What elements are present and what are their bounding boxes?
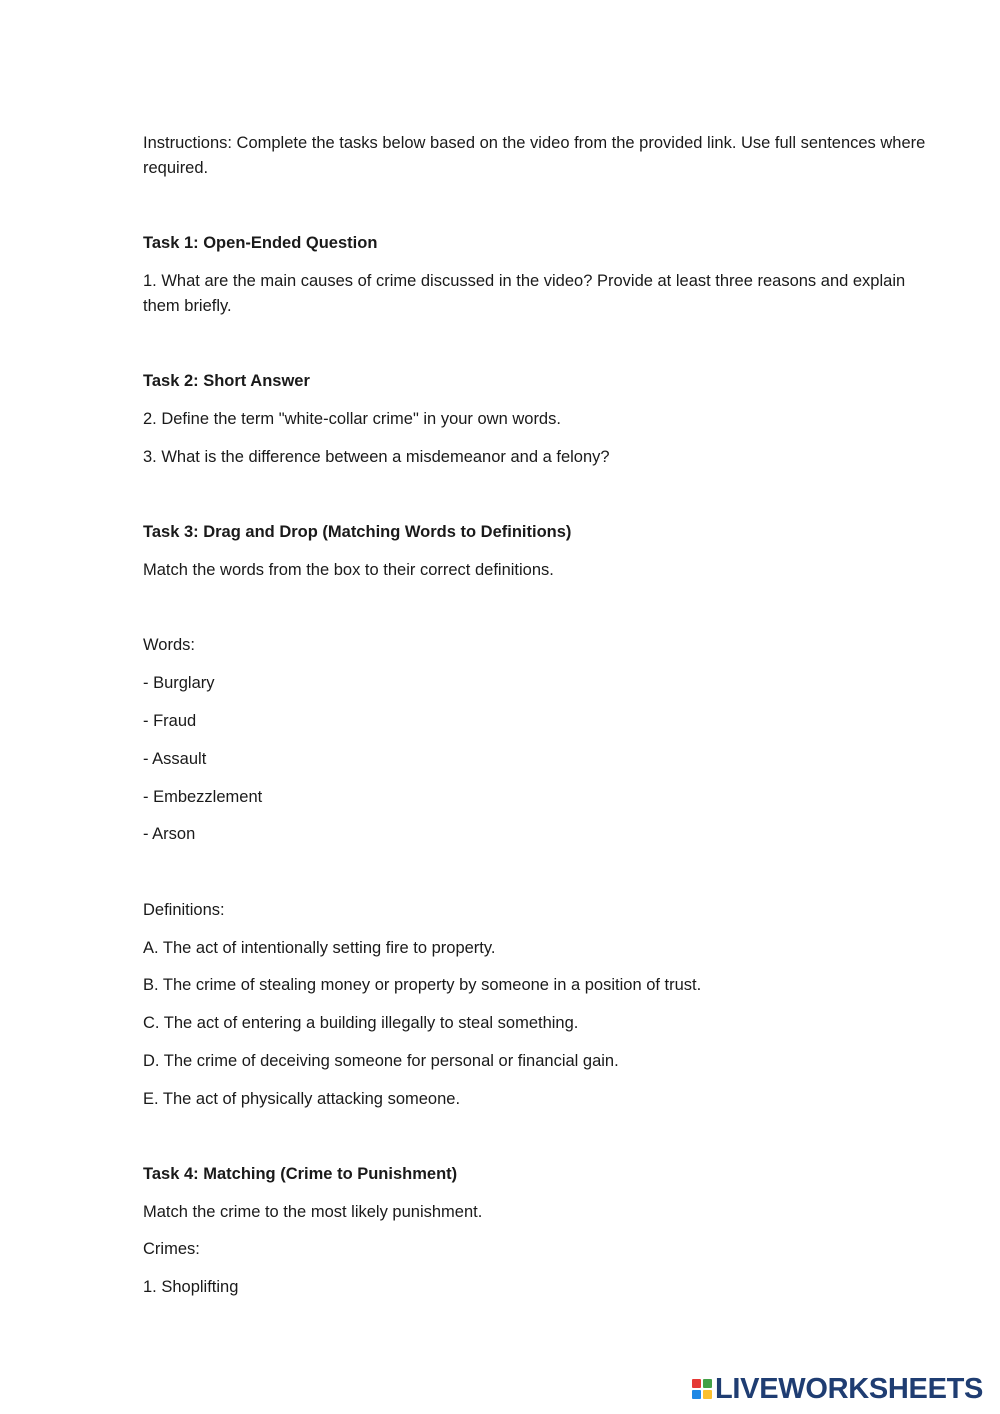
word-item: - Burglary [143,674,215,692]
crime-item: 1. Shoplifting [143,1278,239,1296]
task4-prompt: Match the crime to the most likely punishment. [143,1203,483,1221]
word-item: - Fraud [143,712,197,730]
logo-mark-icon [692,1379,712,1399]
definition-item: D. The crime of deceiving someone for personal or financial gain. [143,1052,619,1070]
definition-item: B. The crime of stealing money or property by someone in a position of trust. [143,976,702,994]
definition-item: C. The act of entering a building illegally to steal something. [143,1014,579,1032]
instructions-text: Instructions: Complete the tasks below based on the video from the provided link. Use full sentences where required. [143,134,926,177]
definition-item: E. The act of physically attacking someone. [143,1090,461,1108]
words-label: Words: [143,636,195,654]
task3-prompt: Match the words from the box to their correct definitions. [143,561,554,579]
definitions-label: Definitions: [143,901,225,919]
word-item: - Embezzlement [143,788,263,806]
task1-heading: Task 1: Open-Ended Question [143,234,378,252]
task2-question-3: 3. What is the difference between a misdemeanor and a felony? [143,448,610,466]
task2-heading: Task 2: Short Answer [143,372,310,390]
liveworksheets-logo[interactable] [692,1374,983,1404]
definition-item: A. The act of intentionally setting fire to property. [143,939,496,957]
crimes-label: Crimes: [143,1240,200,1258]
word-item: - Arson [143,825,196,843]
word-item: - Assault [143,750,207,768]
task2-question-2: 2. Define the term "white-collar crime" in your own words. [143,410,561,428]
logo-text: LIVEWORKSHEETS [715,1372,984,1405]
task4-heading: Task 4: Matching (Crime to Punishment) [143,1165,458,1183]
task1-question-1: 1. What are the main causes of crime discussed in the video? Provide at least three reasons and explain them briefly. [143,272,906,315]
task3-heading: Task 3: Drag and Drop (Matching Words to Definitions) [143,523,572,541]
